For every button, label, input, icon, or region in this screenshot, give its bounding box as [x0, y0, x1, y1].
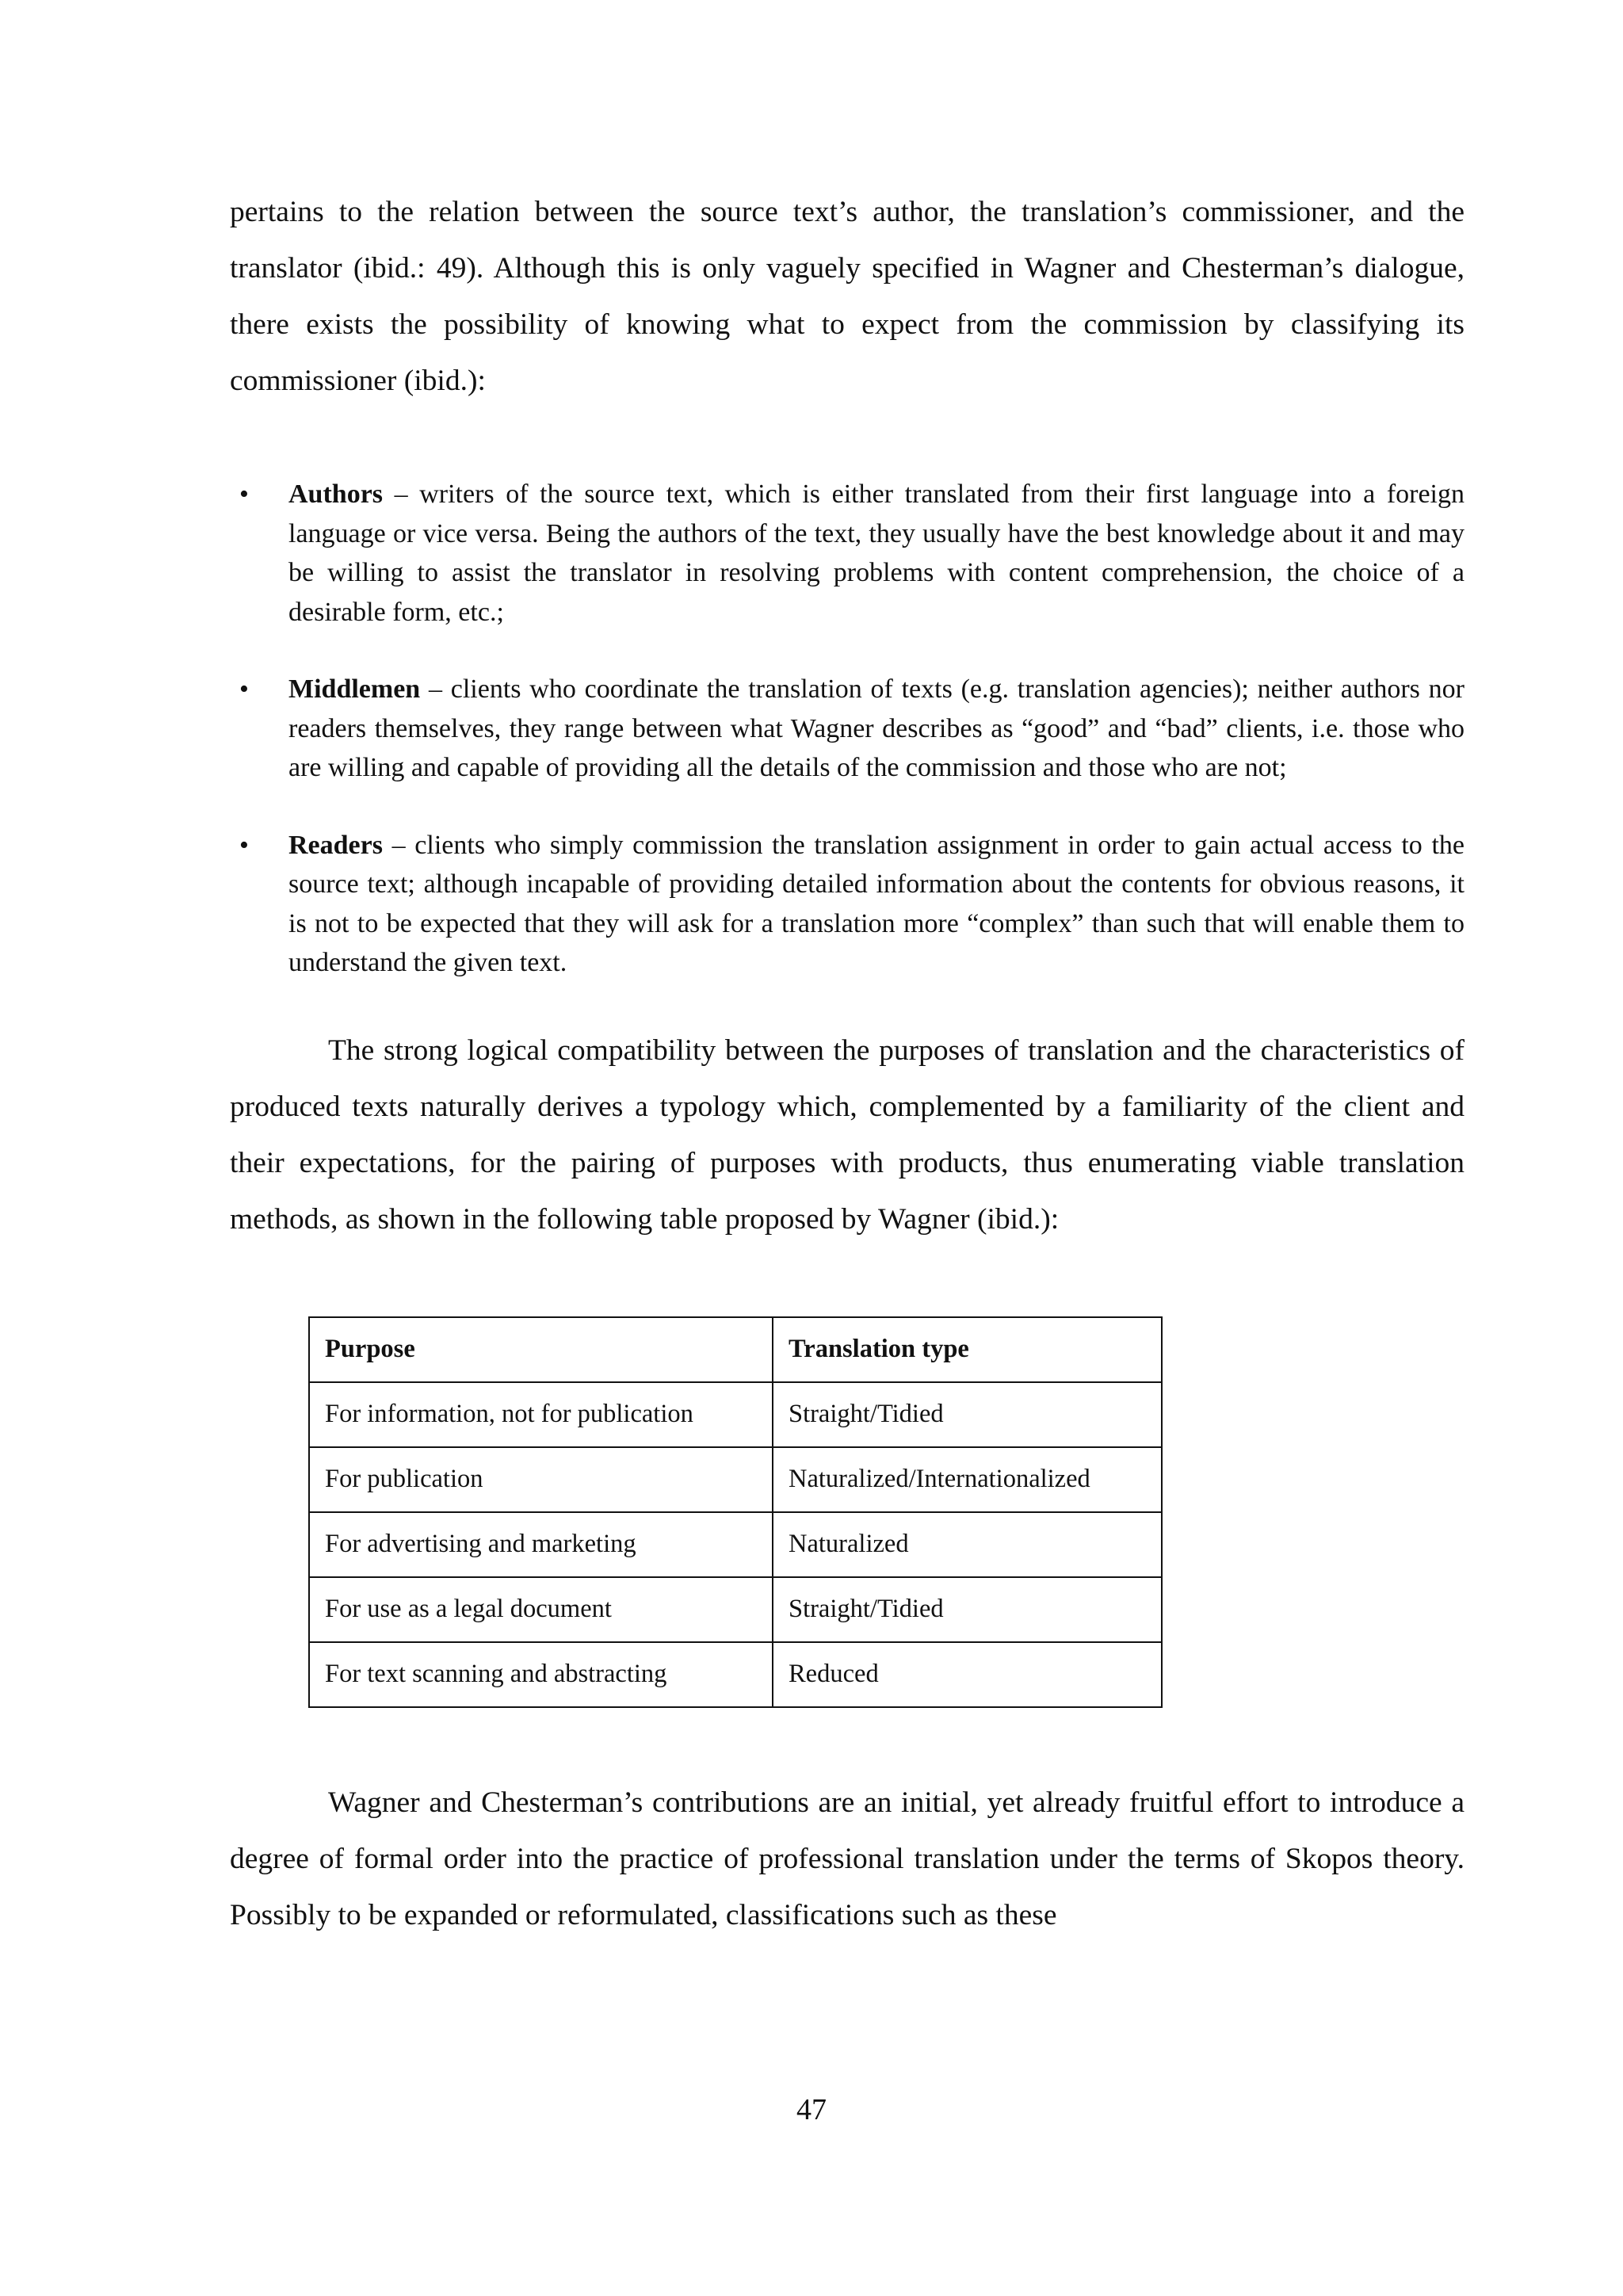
table-row	[309, 1577, 1162, 1642]
list-item-text: – clients who simply commission the translation assignment in order to gain actual access to the source text; although incapable of providing detailed information about the contents for obvious reasons, it is not to be expected that they will ask for a translation more “complex” than such that will enable them to understand the given text.	[288, 830, 1465, 977]
column-header-translation-type: Translation type	[773, 1317, 1162, 1382]
bullet-icon: •	[239, 479, 249, 509]
page-number: 47	[796, 2093, 827, 2126]
paragraph-typology: The strong logical compatibility between the purposes of translation and the characteristics of produced texts naturally derives a typology which, complemented by a familiarity of the client and their expectations, for the pairing of purposes with products, thus enumerating viable translation methods, as shown in the following table proposed by Wagner (ibid.):	[230, 1033, 1465, 1236]
table-cell-translation-type: Reduced	[773, 1642, 1162, 1707]
paragraph-conclusion: Wagner and Chesterman’s contributions are an initial, yet already fruitful effort to introduce a degree of formal order into the practice of professional translation under the terms of Skopos theory. Possibly to be expanded or reformulated, classifications such as these	[230, 1786, 1465, 1931]
translation-table-wrapper	[308, 1316, 1465, 1708]
table-cell-translation-type: Straight/Tidied	[773, 1382, 1162, 1447]
paragraph-intro: pertains to the relation between the source text’s author, the translation’s commissioner, and the translator (ibid.: 49). Although this is only vaguely specified in Wagner and Chesterman’s dialogue, there exists the possibility of knowing what to expect from the commission by classifying its commissioner (ibid.):	[230, 196, 1465, 397]
table-cell-translation-type: Naturalized/Internationalized	[773, 1447, 1162, 1512]
table-row	[309, 1447, 1162, 1512]
table-row	[309, 1512, 1162, 1577]
table-cell-translation-type: Naturalized	[773, 1512, 1162, 1577]
table-cell-purpose: For text scanning and abstracting	[309, 1642, 773, 1707]
list-item-readers	[230, 826, 1465, 983]
table-row	[309, 1382, 1162, 1447]
table-cell-purpose: For information, not for publication	[309, 1382, 773, 1447]
table-cell-purpose: For use as a legal document	[309, 1577, 773, 1642]
commissioner-list	[230, 475, 1465, 983]
list-item-term: Readers	[288, 830, 383, 860]
list-item-term: Middlemen	[288, 674, 421, 704]
table-cell-translation-type: Straight/Tidied	[773, 1577, 1162, 1642]
list-item-text: – writers of the source text, which is either translated from their first language into a foreign language or vice versa. Being the authors of the text, they usually have the best knowledge about it and may be willing to assist the translator in resolving problems with content comprehension, the choice of a desirable form, etc.;	[288, 479, 1465, 627]
bullet-icon: •	[239, 674, 249, 704]
bullet-icon: •	[239, 830, 249, 860]
list-item-term: Authors	[288, 479, 384, 509]
table-cell-purpose: For advertising and marketing	[309, 1512, 773, 1577]
page-body	[230, 184, 1465, 1943]
table-cell-purpose: For publication	[309, 1447, 773, 1512]
table-row	[309, 1642, 1162, 1707]
list-item-authors	[230, 475, 1465, 632]
table-header-row	[309, 1317, 1162, 1382]
list-item-text: – clients who coordinate the translation of texts (e.g. translation agencies); neither authors nor readers themselves, they range between what Wagner describes as “good” and “bad” clients, i.e. those who are willing and capable of providing all the details of the commission and those who are not;	[288, 674, 1465, 782]
translation-type-table	[308, 1316, 1163, 1708]
column-header-purpose: Purpose	[309, 1317, 773, 1382]
list-item-middlemen	[230, 670, 1465, 788]
